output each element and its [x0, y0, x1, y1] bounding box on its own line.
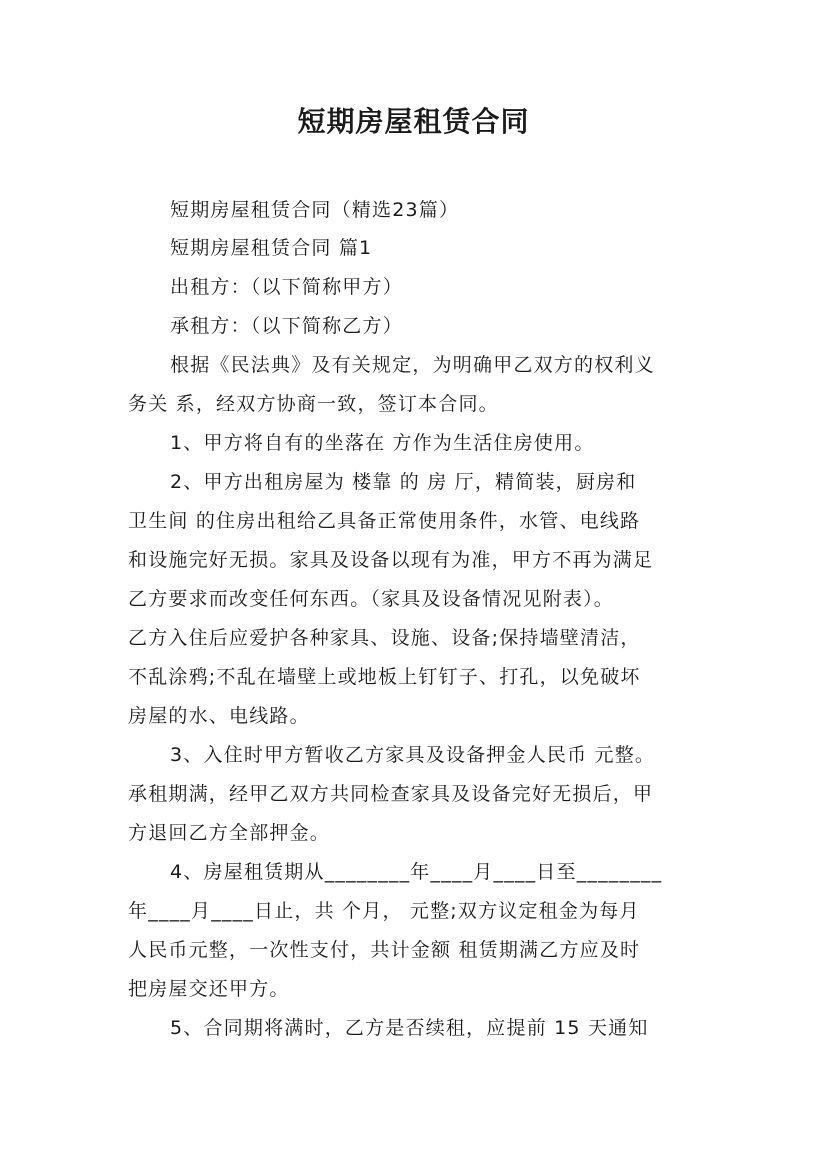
lessor-line: 出租方：（以下简称甲方）: [170, 276, 403, 298]
document-title: 短期房屋租赁合同: [297, 105, 530, 138]
paragraph-line: 和设施完好无损。家具及设备以现有为准，甲方不再为满足: [128, 549, 654, 571]
clause-2-line: 2、甲方出租房屋为 楼靠 的 房 厅，精简装，厨房和: [170, 471, 637, 493]
clause-3-line: 3、入住时甲方暂收乙方家具及设备押金人民币 元整。: [170, 744, 656, 766]
paragraph-line: 把房屋交还甲方。: [128, 978, 290, 1000]
paragraph-line: 不乱涂鸦;不乱在墙壁上或地板上钉钉子、打孔，以免破坏: [128, 666, 641, 688]
clause-5-line: 5、合同期将满时，乙方是否续租，应提前 15 天通知: [170, 1017, 649, 1039]
paragraph-line: 承租期满，经甲乙双方共同检查家具及设备完好无损后，甲: [128, 783, 654, 805]
paragraph-line: 务关 系，经双方协商一致，签订本合同。: [128, 393, 499, 415]
lessee-line: 承租方：（以下简称乙方）: [170, 315, 403, 337]
paragraph-line: 乙方要求而改变任何东西。（家具及设备情况见附表）。: [128, 588, 615, 610]
clause-1-line: 1、甲方将自有的坐落在 方作为生活住房使用。: [170, 432, 595, 454]
paragraph-line: 方退回乙方全部押金。: [128, 822, 331, 844]
paragraph-line: 年____月____日止，共 个月， 元整;双方议定租金为每月: [128, 900, 640, 922]
clause-4-line: 4、房屋租赁期从________年____月____日至________: [170, 861, 663, 883]
subtitle-line: 短期房屋租赁合同（精选23篇）: [170, 199, 460, 221]
paragraph-line: 人民币元整，一次性支付，共计金额 租赁期满乙方应及时: [128, 939, 641, 961]
paragraph-line: 房屋的水、电线路。: [128, 705, 310, 727]
section-heading: 短期房屋租赁合同 篇1: [170, 237, 373, 259]
paragraph-line: 卫生间 的住房出租给乙具备正常使用条件，水管、电线路: [128, 510, 641, 532]
paragraph-line: 根据《民法典》及有关规定，为明确甲乙双方的权利义: [170, 354, 655, 376]
paragraph-line: 乙方入住后应爱护各种家具、设施、设备;保持墙壁清洁，: [128, 627, 641, 649]
